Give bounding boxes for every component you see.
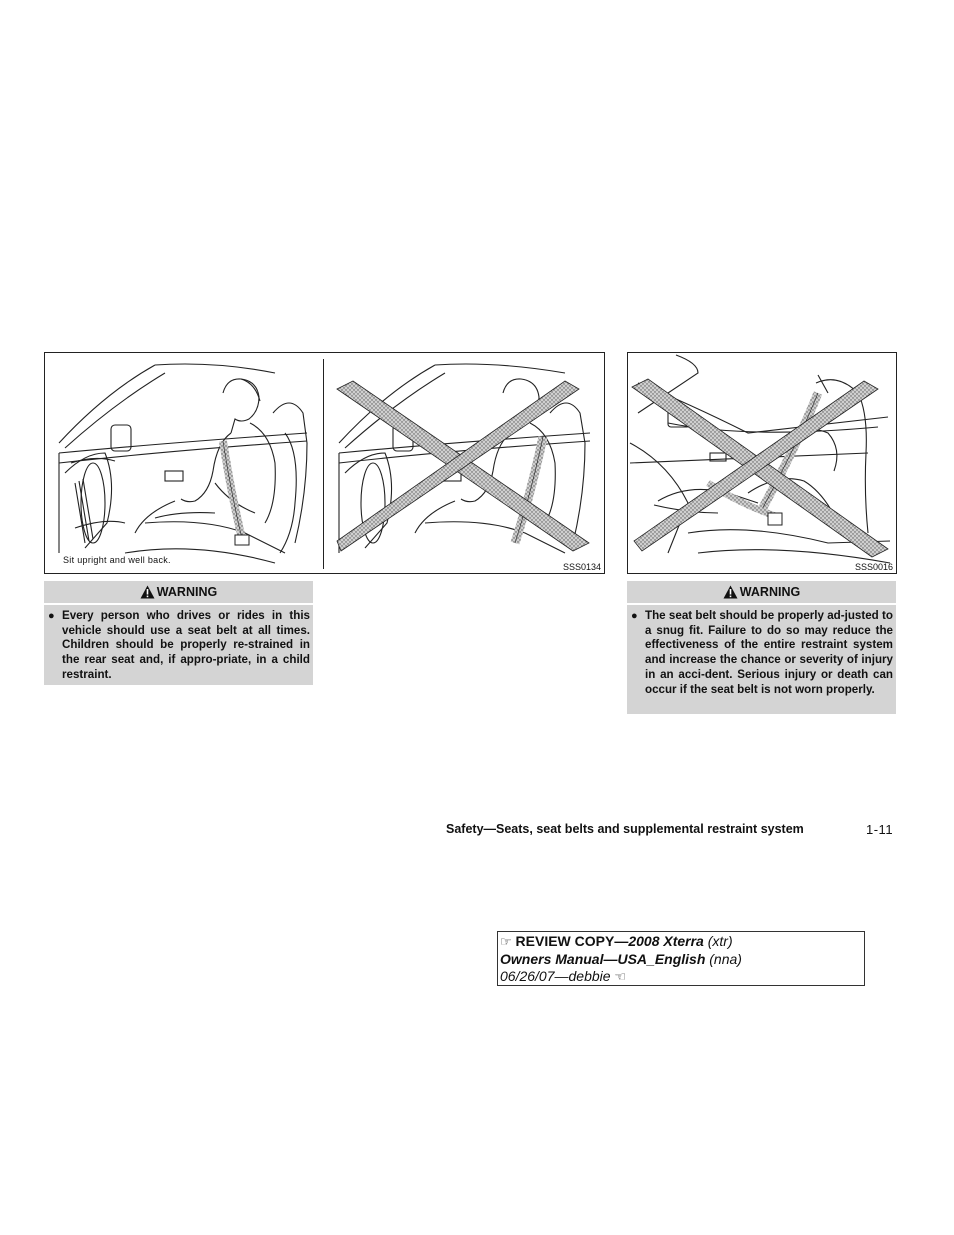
warning-box-belt-use	[44, 581, 313, 685]
pointing-hand-left-icon: ☜	[614, 969, 627, 984]
warning-triangle-icon	[723, 585, 738, 599]
figure-code: SSS0134	[562, 562, 601, 572]
section-footer: Safety—Seats, seat belts and supplemental restraint system	[446, 822, 804, 836]
review-date: 06/26/07—debbie	[500, 968, 611, 984]
warning-header	[44, 581, 313, 605]
page-number: 1-11	[866, 822, 894, 837]
bullet-icon: ●	[631, 610, 638, 622]
figure-belt-improper	[627, 352, 897, 574]
review-copy-box	[497, 931, 865, 986]
figure-divider	[323, 359, 324, 569]
warning-title: WARNING	[739, 584, 801, 599]
pointing-hand-right-icon: ☞	[500, 934, 512, 949]
review-model-code: (xtr)	[707, 933, 733, 949]
warning-header	[627, 581, 896, 605]
seated-occupant-illustration	[45, 353, 605, 574]
warning-title: WARNING	[156, 584, 218, 599]
improper-belt-illustration	[628, 353, 897, 574]
review-model: 2008 Xterra	[628, 933, 704, 949]
review-label: REVIEW COPY—	[515, 933, 629, 949]
figure-sit-upright	[44, 352, 605, 574]
warning-text: Every person who drives or rides in this vehicle should use a seat belt at all times. Children should be properly re-strained in the rear seat and, if appro-priate, in a child restraint.	[62, 609, 310, 681]
figure-caption: Sit upright and well back.	[63, 555, 171, 565]
review-manual-code: (nna)	[709, 950, 742, 967]
warning-box-belt-fit	[627, 581, 896, 714]
bullet-icon: ●	[48, 610, 55, 622]
review-manual: Owners Manual—USA_English	[500, 950, 706, 967]
warning-text: The seat belt should be properly ad-justed to a snug fit. Failure to do so may reduce the effectiveness of the entire restraint system and increase the chance or severity of injury in an acci-dent. Serious injury or death can occur if the seat belt is not worn properly.	[645, 609, 893, 696]
warning-triangle-icon	[140, 585, 155, 599]
figure-code: SSS0016	[854, 562, 893, 572]
